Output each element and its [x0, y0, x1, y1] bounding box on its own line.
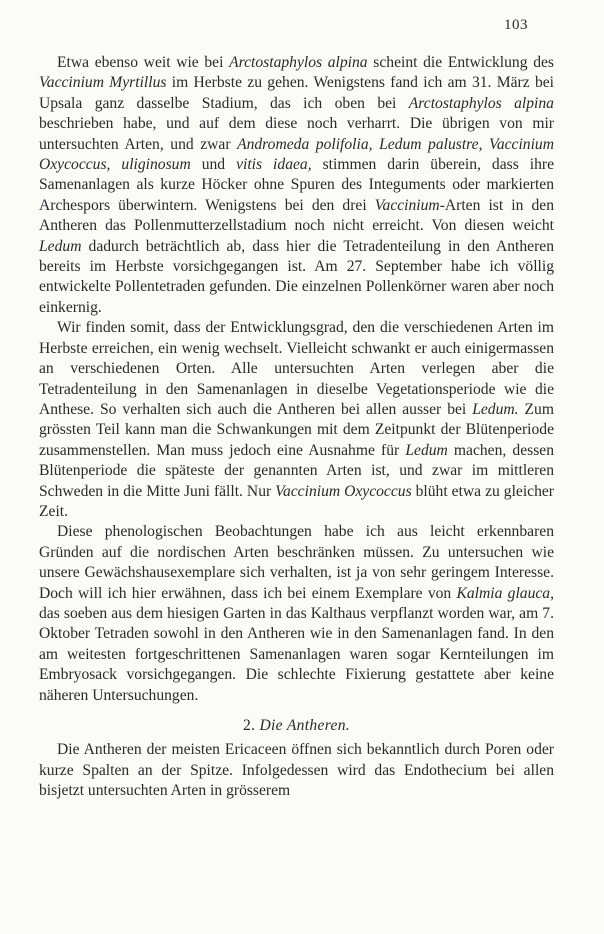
italic-run: Ledum: [405, 441, 448, 459]
paragraph-3: [39, 522, 554, 706]
italic-run: Vaccinium: [374, 196, 440, 214]
text-run: das soeben aus dem hiesigen Garten in das Kalthaus verpflanzt worden war, am 7. Oktober Tetraden sowohl in den Antheren wie in den Samenanlagen fand. In den am weitesten fortgeschrittenen Samenanlagen waren sogar Kernteilungen im Embryosack vorsichgegangen. Die schlechte Fixierung gestattete aber keine näheren Untersuchungen.: [39, 604, 554, 704]
page-number: 103: [504, 17, 528, 33]
italic-run: vitis idaea,: [236, 156, 312, 174]
paragraph-4: [39, 740, 554, 801]
text-run: Etwa ebenso weit wie bei: [57, 54, 230, 71]
text-run: Diese phenologischen Beobachtungen habe ich aus leicht erkennbaren Gründen auf die nordischen Arten beschränken müssen. Zu untersuchen wie unsere Gewächshausexemplare sich verhalten, ist ja von sehr geringem Interesse. Doch will ich hier erwähnen, dass ich bei einem Exemplare von: [39, 523, 554, 602]
section-title: Die Antheren.: [259, 717, 350, 734]
section-number: 2.: [242, 717, 256, 734]
italic-run: Kalmia glauca,: [456, 584, 554, 602]
text-run: machen, dessen Blütenperiode die späteste der genannten Arten ist, und zwar im mittleren Schweden in die Mitte Juni fällt. Nur: [39, 441, 554, 500]
text-run: Zum grössten Teil kann man die Schwankungen mit dem Zeitpunkt der Blütenperiode zusammenstellen. Man muss jedoch eine Ausnahme für: [39, 400, 554, 459]
italic-run: Vaccinium Oxycoccus: [275, 482, 412, 500]
italic-run: Ledum.: [472, 400, 519, 418]
italic-run: Andromeda polifolia, Ledum palustre, Vaccinium Oxycoccus, uliginosum: [39, 135, 554, 174]
body-text: [39, 53, 554, 802]
italic-run: Ledum: [39, 237, 82, 255]
text-run: scheint die Entwicklung des: [367, 54, 554, 71]
text-run: Wir finden somit, dass der Entwicklungsgrad, den die verschiedenen Arten im Herbste erreichen, ein wenig wechselt. Vielleicht schwankt er auch einigermassen an verschiedenen Orten. Alle untersuchten Arten verlegen aber die Tetradenteilung in den Samenanlagen in dieselbe Vegetationsperiode wie die Anthese. So verhalten sich auch die Antheren bei allen ausser bei: [39, 319, 554, 418]
paragraph-2: [39, 318, 554, 522]
italic-run: Vaccinium Myrtillus: [39, 74, 167, 92]
text-run: und: [190, 156, 237, 174]
text-run: blüht etwa zu gleicher Zeit.: [39, 482, 554, 520]
text-run: Die Antheren der meisten Ericaceen öffnen sich bekanntlich durch Poren oder kurze Spalten an der Spitze. Infolgedessen wird das Endothecium bei allen bisjetzt untersuchten Arten in grösserem: [39, 741, 554, 800]
text-run: stimmen darin überein, dass ihre Samenanlagen als kurze Höcker ohne Spuren des Integuments oder markierten Archespors überwintern. Wenigstens bei den drei: [39, 156, 555, 214]
text-run: -Arten ist in den Antheren das Pollenmutterzellstadium noch nicht erreicht. Von diesen weicht: [39, 196, 554, 235]
italic-run: Arctostaphylos alpina: [229, 54, 368, 71]
italic-run: Arctostaphylos alpina: [408, 94, 554, 112]
text-run: beschrieben habe, und auf dem diese noch verharrt. Die übrigen von mir untersuchten Arten, und zwar: [39, 115, 554, 153]
text-run: dadurch beträchtlich ab, dass hier die Tetradenteilung in den Antheren bereits im Herbste vorsichgegangen ist. Am 27. September habe ich völlig entwickelte Pollentetraden gefunden. Die einzelnen Pollenkörner waren aber noch einkernig.: [39, 237, 554, 316]
section-heading: [39, 716, 554, 736]
paragraph-1: [39, 53, 554, 318]
text-run: im Herbste zu gehen. Wenigstens fand ich am 31. März bei Upsala ganz dasselbe Stadium, das ich oben bei: [39, 74, 554, 112]
